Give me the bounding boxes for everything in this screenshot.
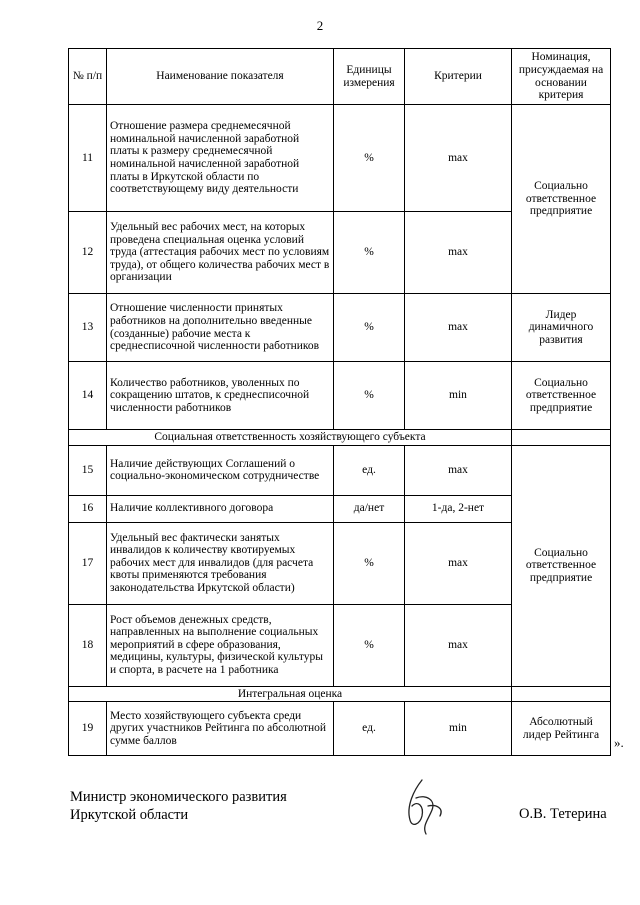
footer-signatory-name: О.В. Тетерина — [519, 806, 607, 822]
table-row — [69, 105, 611, 212]
row-unit: % — [334, 105, 405, 212]
row-name: Наличие действующих Соглашений о социально-экономическом сотрудничестве — [107, 445, 334, 495]
row-num: 13 — [69, 294, 107, 362]
row-unit: ед. — [334, 702, 405, 756]
row-criteria: max — [405, 604, 512, 686]
table-row — [69, 362, 611, 430]
section-title-integral: Интегральная оценка — [69, 686, 512, 702]
row-num: 19 — [69, 702, 107, 756]
row-name: Отношение численности принятых работников на дополнительно введенные (созданные) рабочие места к среднесписочной численности работников — [107, 294, 334, 362]
nomination-cell: Социально ответственное предприятие — [512, 105, 611, 294]
footer-position-line1: Министр экономического развития — [70, 789, 287, 805]
row-num: 12 — [69, 212, 107, 294]
row-num: 18 — [69, 604, 107, 686]
row-unit: % — [334, 362, 405, 430]
row-criteria: max — [405, 445, 512, 495]
header-num: № п/п — [69, 49, 107, 105]
footer-position-line2: Иркутской области — [70, 807, 189, 823]
header-criteria: Критерии — [405, 49, 512, 105]
section-row — [69, 430, 611, 446]
row-name: Отношение размера среднемесячной номинальной начисленной заработной платы к размеру среднемесячной номинальной начисленной заработной платы в Иркутской области по соответствующему виду деятельности — [107, 105, 334, 212]
row-unit: ед. — [334, 445, 405, 495]
row-criteria: max — [405, 212, 512, 294]
row-unit: % — [334, 604, 405, 686]
row-num: 15 — [69, 445, 107, 495]
row-name: Наличие коллективного договора — [107, 495, 334, 522]
table-row — [69, 702, 611, 756]
section-empty-cell — [512, 686, 611, 702]
table-header-row — [69, 49, 611, 105]
row-unit: % — [334, 294, 405, 362]
row-num: 11 — [69, 105, 107, 212]
header-nomination: Номинация, присуждаемая на основании критерия — [512, 49, 611, 105]
row-criteria: min — [405, 362, 512, 430]
row-criteria: 1-да, 2-нет — [405, 495, 512, 522]
header-name: Наименование показателя — [107, 49, 334, 105]
nomination-cell: Социально ответственное предприятие — [512, 362, 611, 430]
row-unit: да/нет — [334, 495, 405, 522]
row-num: 17 — [69, 522, 107, 604]
row-num: 14 — [69, 362, 107, 430]
indicators-table — [68, 48, 611, 756]
row-num: 16 — [69, 495, 107, 522]
page-number: 2 — [316, 18, 324, 33]
section-title-social: Социальная ответственность хозяйствующего субъекта — [69, 430, 512, 446]
row-criteria: max — [405, 105, 512, 212]
row-criteria: min — [405, 702, 512, 756]
row-name: Количество работников, уволенных по сокращению штатов, к среднесписочной численности работников — [107, 362, 334, 430]
footer-position — [70, 788, 287, 824]
section-empty-cell — [512, 430, 611, 446]
row-name: Удельный вес рабочих мест, на которых проведена специальная оценка условий труда (аттестация рабочих мест по условиям труда), от общего количества рабочих мест в организации — [107, 212, 334, 294]
row-name: Рост объемов денежных средств, направленных на выполнение социальных мероприятий в сфере образования, медицины, культуры, физической культуры и спорта, в расчете на 1 работника — [107, 604, 334, 686]
table-row — [69, 294, 611, 362]
section-row — [69, 686, 611, 702]
signature-icon — [392, 776, 450, 838]
row-unit: % — [334, 522, 405, 604]
header-unit: Единицы измерения — [334, 49, 405, 105]
nomination-cell: Лидер динамичного развития — [512, 294, 611, 362]
row-criteria: max — [405, 522, 512, 604]
row-unit: % — [334, 212, 405, 294]
closing-quote: ». — [614, 735, 624, 750]
row-name: Место хозяйствующего субъекта среди других участников Рейтинга по абсолютной сумме баллов — [107, 702, 334, 756]
table-row — [69, 445, 611, 495]
row-name: Удельный вес фактически занятых инвалидов к количеству квотируемых рабочих мест для инвалидов (для расчета квоты применяются требования законодательства Иркутской области) — [107, 522, 334, 604]
nomination-cell: Абсолютный лидер Рейтинга — [512, 702, 611, 756]
row-criteria: max — [405, 294, 512, 362]
nomination-cell: Социально ответственное предприятие — [512, 445, 611, 686]
